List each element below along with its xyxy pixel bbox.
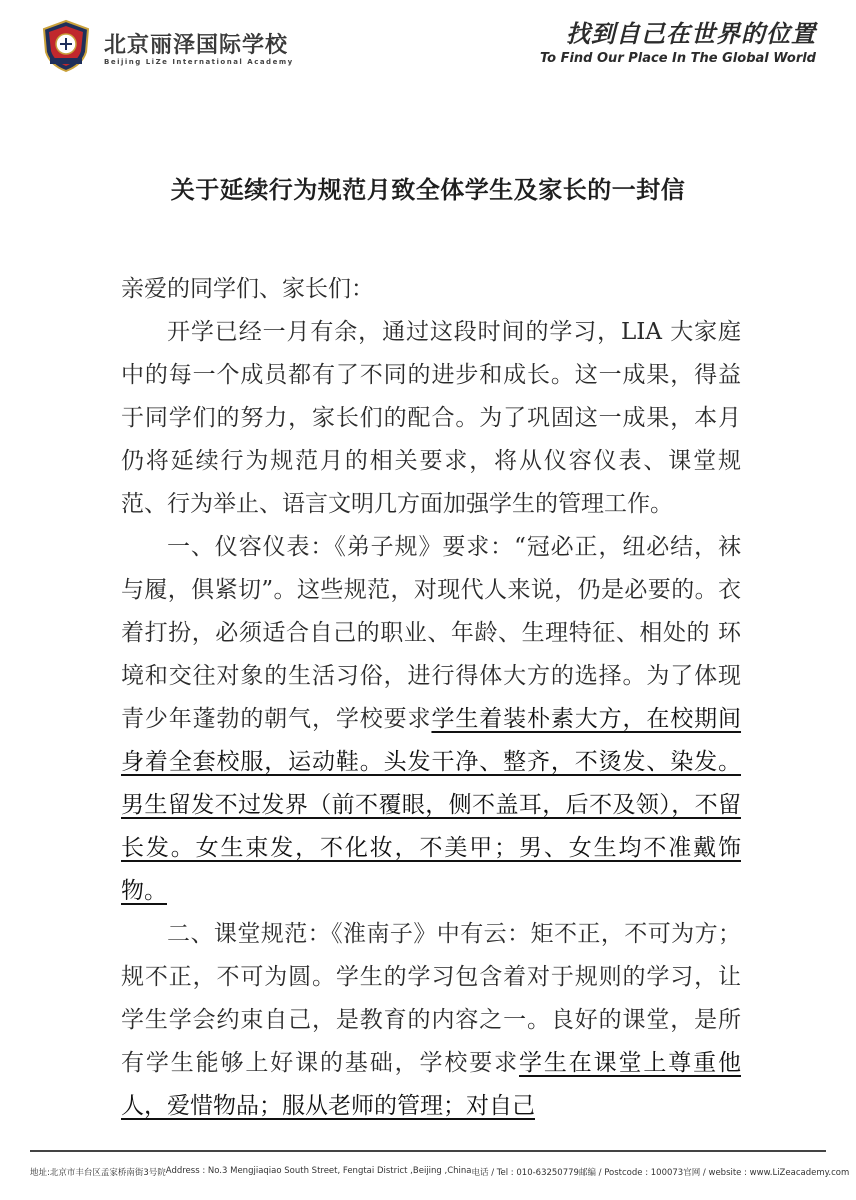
school-logo: [38, 18, 294, 78]
slogan-cn: 找到自己在世界的位置: [566, 20, 816, 48]
paragraph-classroom: [121, 913, 741, 1128]
classroom-text: 二、课堂规范：《淮南子》中有云：矩不正，不可为方；规不正，不可为圆。学生的学习包含着对于规则的学习，让学生学会约束自己，是教育的内容之一。良好的课堂，是所有学生能够上好课的基础，学校要求: [121, 921, 741, 1076]
footer-tel: 电话 / Tel : 010-63250779: [471, 1168, 579, 1178]
appearance-requirements: 学生着装朴素大方，在校期间身着全套校服，运动鞋。头发干净、整齐，不烫发、染发。男生留发不过发界（前不覆眼，侧不盖耳，后不及领），不留长发。女生束发，不化妆，不美甲；男、女生均不准戴饰物。: [121, 706, 742, 904]
paragraph-appearance: [121, 526, 741, 913]
footer-address-cn: 地址:北京市丰台区孟家桥南街3号院: [30, 1168, 166, 1178]
footer: [30, 1166, 850, 1178]
letter-title: 关于延续行为规范月致全体学生及家长的一封信: [170, 176, 686, 204]
footer-website: 官网 / website : www.LiZeacademy.com: [683, 1168, 850, 1178]
classroom-requirements: 学生在课堂上尊重他人，爱惜物品；服从老师的管理；对自己: [121, 1050, 741, 1119]
school-slogan: [540, 14, 816, 66]
footer-divider: [30, 1150, 826, 1152]
school-crest-icon: [38, 18, 94, 74]
appearance-text: 一、仪容仪表：《弟子规》要求：“冠必正，纽必结，袜与履，俱紧切”。这些规范，对现代人来说，仍是必要的。衣着打扮，必须适合自己的职业、年龄、生理特征、相处的 环境和交往对象的生活习俗，进行得体大方的选择。为了体现青少年蓬勃的朝气，学校要求: [121, 534, 741, 732]
salutation: 亲爱的同学们、家长们：: [121, 276, 374, 302]
school-name-cn: 北京丽泽国际学校: [104, 33, 289, 58]
letter-body: [121, 268, 741, 1128]
school-name-en: Beijing LiZe International Academy: [104, 58, 294, 66]
footer-address-en: Address : No.3 Mengjiaqiao South Street, Fengtai District ,Beijing ,China: [165, 1166, 472, 1176]
slogan-en: To Find Our Place In The Global World: [539, 51, 816, 66]
paragraph-intro: 开学已经一月有余，通过这段时间的学习，LIA 大家庭中的每一个成员都有了不同的进步和成长。这一成果，得益于同学们的努力，家长们的配合。为了巩固这一成果，本月仍将延续行为规范月的相关要求，将从仪容仪表、课堂规范、行为举止、语言文明几方面加强学生的管理工作。: [121, 319, 741, 517]
letterhead: [0, 0, 856, 90]
footer-postcode: 邮编 / Postcode : 100073: [578, 1168, 684, 1178]
